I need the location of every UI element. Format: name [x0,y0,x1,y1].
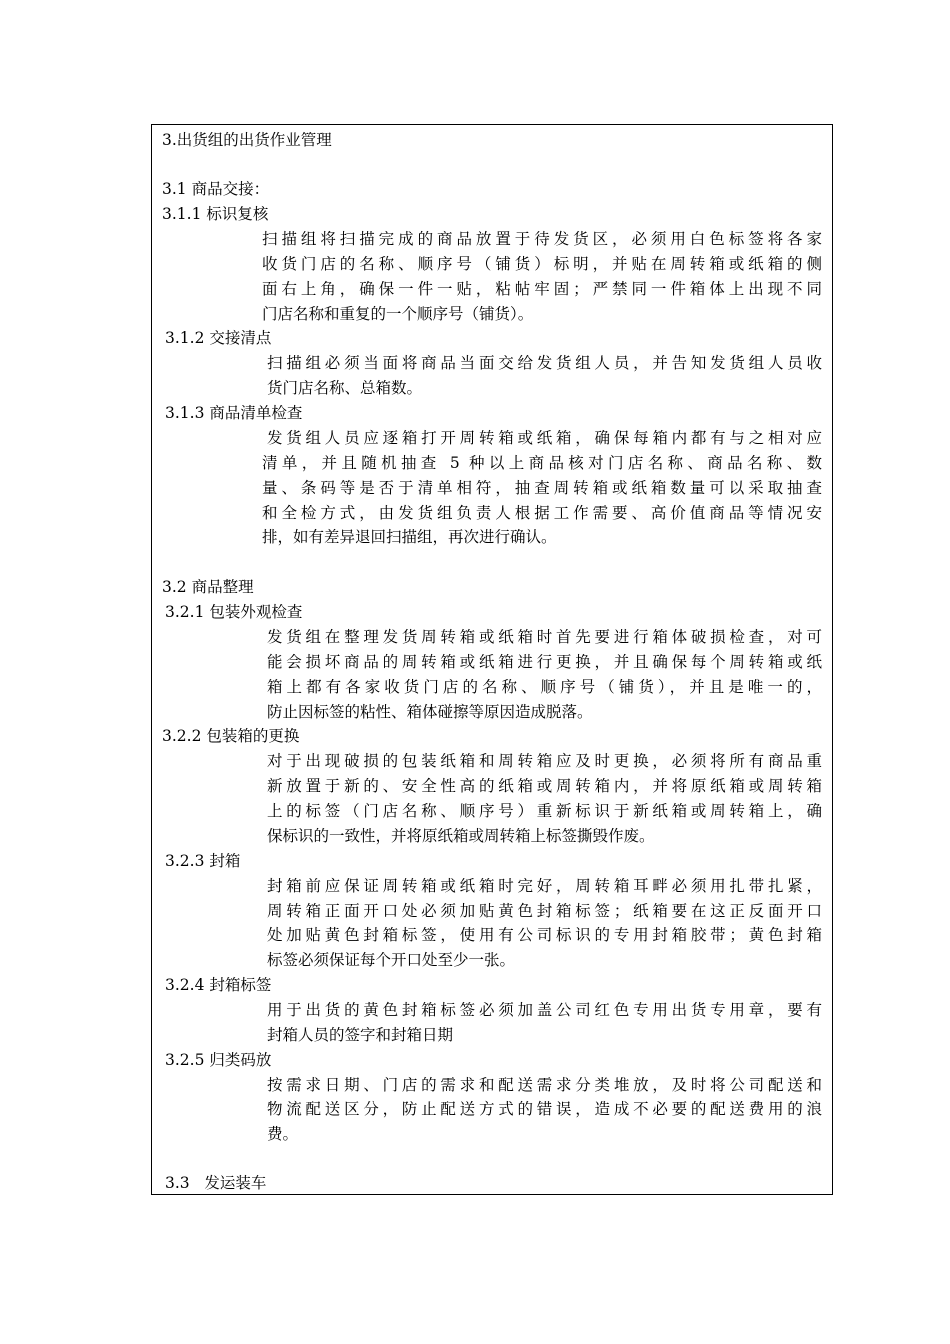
heading-3-2-1: 3.2.1 包装外观检查 [165,603,303,621]
section-title: 3.出货组的出货作业管理 [162,131,332,149]
paragraph-line: 发货组人员应逐箱打开周转箱或纸箱，确保每箱内都有与之相对应 [267,429,822,447]
heading-3-1: 3.1 商品交接： [162,180,270,198]
paragraph-line: 排，如有差异退回扫描组，再次进行确认。 [262,528,557,546]
paragraph-line: 保标识的一致性，并将原纸箱或周转箱上标签撕毁作废。 [267,827,655,845]
paragraph-line: 和全检方式，由发货组负责人根据工作需要、高价值商品等情况安 [262,504,822,522]
paragraph-line: 按需求日期、门店的需求和配送需求分类堆放，及时将公司配送和 [267,1076,822,1094]
paragraph-line: 处加贴黄色封箱标签，使用有公司标识的专用封箱胶带；黄色封箱 [267,926,822,944]
paragraph-line: 防止因标签的粘性、箱体碰擦等原因造成脱落。 [267,703,593,721]
heading-3-1-2: 3.1.2 交接清点 [165,329,272,347]
heading-3-2: 3.2 商品整理 [162,578,254,596]
paragraph-line: 扫描组必须当面将商品当面交给发货组人员，并告知发货组人员收 [267,354,822,372]
paragraph-line: 标签必须保证每个开口处至少一张。 [267,951,516,969]
heading-3-3: 3.3 发运装车 [165,1174,267,1192]
paragraph-line: 收货门店的名称、顺序号（铺货）标明，并贴在周转箱或纸箱的侧 [262,255,822,273]
paragraph-line: 新放置于新的、安全性高的纸箱或周转箱内，并将原纸箱或周转箱 [267,777,822,795]
paragraph-line: 扫描组将扫描完成的商品放置于待发货区，必须用白色标签将各家 [262,230,822,248]
paragraph-line: 封箱人员的签字和封箱日期 [267,1026,454,1044]
paragraph-line: 清单，并且随机抽查 5 种以上商品核对门店名称、商品名称、数 [262,454,822,472]
content-frame [151,124,833,1195]
paragraph-line: 费。 [267,1125,299,1143]
paragraph-line: 量、条码等是否于清单相符，抽查周转箱或纸箱数量可以采取抽查 [262,479,822,497]
paragraph-line: 对于出现破损的包装纸箱和周转箱应及时更换，必须将所有商品重 [267,752,822,770]
paragraph-line: 货门店名称、总箱数。 [267,379,423,397]
paragraph-line: 物流配送区分，防止配送方式的错误，造成不必要的配送费用的浪 [267,1100,822,1118]
paragraph-line: 发货组在整理发货周转箱或纸箱时首先要进行箱体破损检查，对可 [267,628,822,646]
paragraph-line: 上的标签（门店名称、顺序号）重新标识于新纸箱或周转箱上，确 [267,802,822,820]
heading-3-1-3: 3.1.3 商品清单检查 [165,404,303,422]
paragraph-line: 面右上角，确保一件一贴，粘帖牢固；严禁同一件箱体上出现不同 [262,280,822,298]
heading-3-2-3: 3.2.3 封箱 [165,852,241,870]
paragraph-line: 门店名称和重复的一个顺序号（铺货）。 [262,305,534,323]
paragraph-line: 箱上都有各家收货门店的名称、顺序号（铺货），并且是唯一的， [267,678,822,696]
paragraph-line: 用于出货的黄色封箱标签必须加盖公司红色专用出货专用章，要有 [267,1001,822,1019]
paragraph-line: 能会损坏商品的周转箱或纸箱进行更换，并且确保每个周转箱或纸 [267,653,822,671]
heading-3-2-5: 3.2.5 归类码放 [165,1051,272,1069]
heading-3-2-2: 3.2.2 包装箱的更换 [162,727,300,745]
paragraph-line: 封箱前应保证周转箱或纸箱时完好，周转箱耳畔必须用扎带扎紧， [267,877,822,895]
paragraph-line: 周转箱正面开口处必须加贴黄色封箱标签；纸箱要在这正反面开口 [267,902,822,920]
heading-3-2-4: 3.2.4 封箱标签 [165,976,272,994]
heading-3-1-1: 3.1.1 标识复核 [162,205,269,223]
